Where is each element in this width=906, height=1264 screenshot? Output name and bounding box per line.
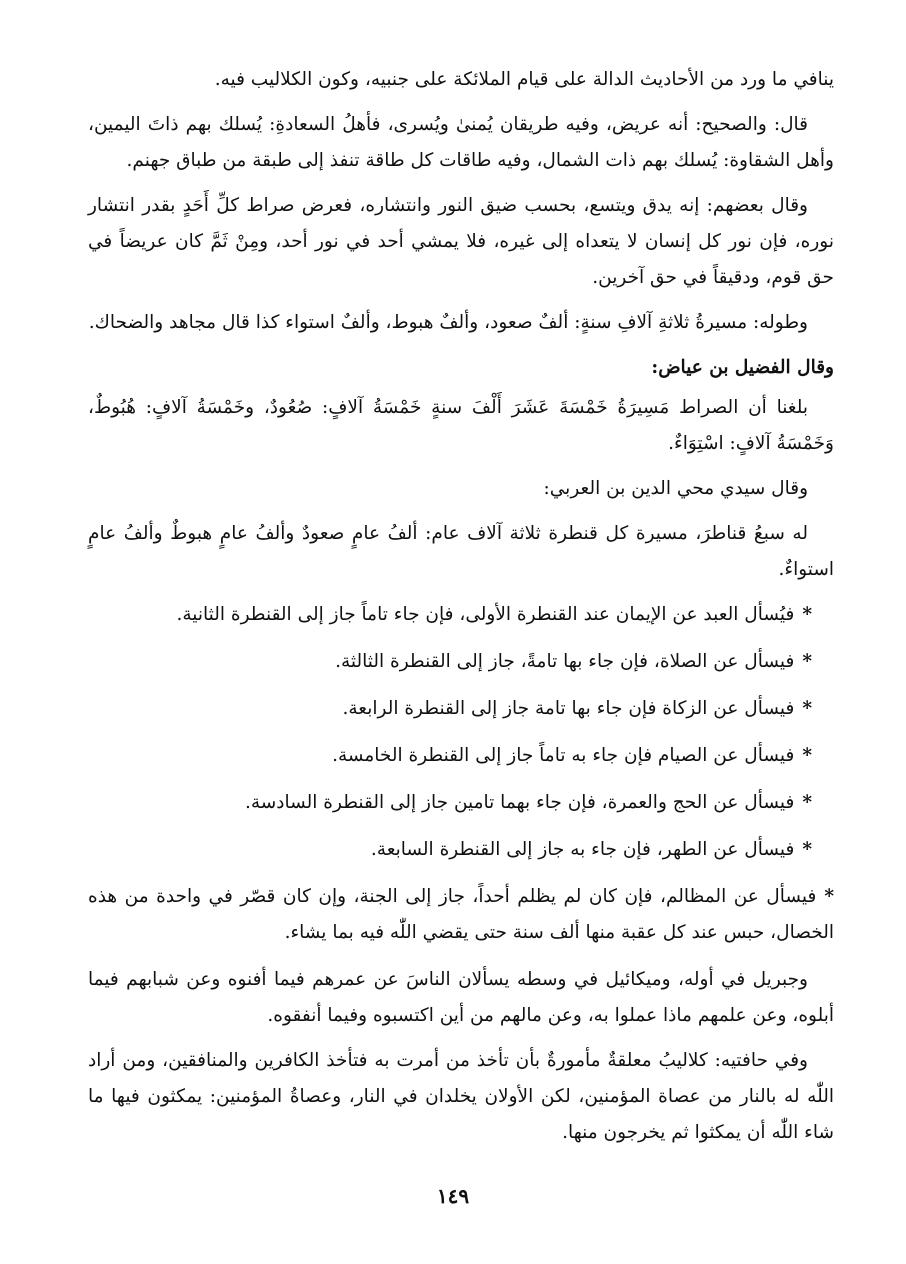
paragraph: وقال سيدي محي الدين بن العربي:: [543, 478, 808, 499]
paragraph: له سبعُ قناطرَ، مسيرة كل قنطرة ثلاثة آلاف عام: ألفُ عامٍ صعودٌ وألفُ عامٍ هبوطٌ وألفُ عامٍ استواءٌ.: [88, 523, 834, 580]
bullet-mark: *: [802, 651, 812, 672]
bullet-mark: *: [802, 604, 812, 625]
paragraph: بلغنا أن الصراط مَسِيرَةُ خَمْسَةَ عَشَرَ أَلْفَ سنةٍ خَمْسَةُ آلافٍ: صُعُودٌ، وخَمْسَةُ آلافٍ: هُبُوطٌ، وَخَمْسَةُ آلافٍ: اسْتِوَاءٌ.: [88, 397, 834, 454]
list-item: [88, 832, 834, 868]
list-item: [88, 879, 834, 951]
paragraph: قال: والصحيح: أنه عريض، وفيه طريقان يُمنىٰ ويُسرى، فأهلُ السعادةِ: يُسلك بهم ذاتَ اليمين، وأهل الشقاوة: يُسلك بهم ذات الشمال، وفيه طاقات كل طاقة تنفذ إلى طبقة من طباق جهنم.: [88, 114, 834, 171]
bullet-mark: *: [802, 745, 812, 766]
list-item-text: فيسأل عن الحج والعمرة، فإن جاء بهما تامين جاز إلى القنطرة السادسة.: [244, 792, 795, 813]
bullet-mark: *: [824, 886, 834, 907]
list-item-text: فيسأل عن الصيام فإن جاء به تاماً جاز إلى القنطرة الخامسة.: [332, 745, 795, 766]
bullet-mark: *: [802, 698, 812, 719]
page-number: ١٤٩: [436, 1184, 470, 1208]
list-item-text: فيسأل عن الطهر، فإن جاء به جاز إلى القنطرة السابعة.: [370, 839, 795, 860]
paragraph: وفي حافتيه: كلاليبُ معلقةٌ مأمورةٌ بأن تأخذ من أمرت به فتأخذ الكافرين والمنافقين، ومن أراد اللّٰه له بالنار من عصاة المؤمنين، لكن الأولان يخلدان في النار، وعصاةُ المؤمنين: يمكثون فيها ما شاء اللّٰه أن يمكثوا ثم يخرجون منها.: [88, 1050, 834, 1143]
list-item-text: فيُسأل العبد عن الإيمان عند القنطرة الأولى، فإن جاء تاماً جاز إلى القنطرة الثانية.: [176, 604, 795, 625]
bullet-mark: *: [802, 839, 812, 860]
list-item-text: فيسأل عن المظالم، فإن كان لم يظلم أحداً، جاز إلى الجنة، وإن كان قصّر في واحدة من هذه الخصال، حبس عند كل عقبة منها ألف سنة حتى يقضي اللّٰه فيه بما يشاء.: [88, 886, 834, 943]
paragraph: وقال بعضهم: إنه يدق ويتسع، بحسب ضيق النور وانتشاره، فعرض صراط كلِّ أَحَدٍ بقدر انتشار نوره، فإن نور كل إنسان لا يتعداه إلى غيره، فلا يمشي أحد في نور أحد، ومِنْ ثَمَّ كان عريضاً في حق قوم، ودقيقاً في حق آخرين.: [88, 195, 834, 288]
list-item: [88, 644, 834, 680]
list-item: [88, 785, 834, 821]
paragraph: ينافي ما ورد من الأحاديث الدالة على قيام الملائكة على جنبيه، وكون الكلاليب فيه.: [214, 69, 834, 90]
paragraph: وجبريل في أوله، وميكائيل في وسطه يسألان الناسَ عن عمرهم فيما أفنوه وعن شبابهم فيما أبلوه، وعن علمهم ماذا عملوا به، وعن مالهم من أين اكتسبوه وفيما أنفقوه.: [88, 969, 834, 1026]
list-item: [88, 597, 834, 633]
section-heading: وقال الفضيل بن عياض:: [651, 357, 834, 378]
list-item-text: فيسأل عن الزكاة فإن جاء بها تامة جاز إلى القنطرة الرابعة.: [342, 698, 795, 719]
paragraph: وطوله: مسيرةُ ثلاثةِ آلافِ سنةٍ: ألفٌ صعود، وألفٌ هبوط، وألفٌ استواء كذا قال مجاهد والضحاك.: [88, 312, 808, 333]
list-item: [88, 738, 834, 774]
list-item: [88, 691, 834, 727]
bullet-mark: *: [802, 792, 812, 813]
list-item-text: فيسأل عن الصلاة، فإن جاء بها تامةً، جاز إلى القنطرة الثالثة.: [335, 651, 795, 672]
